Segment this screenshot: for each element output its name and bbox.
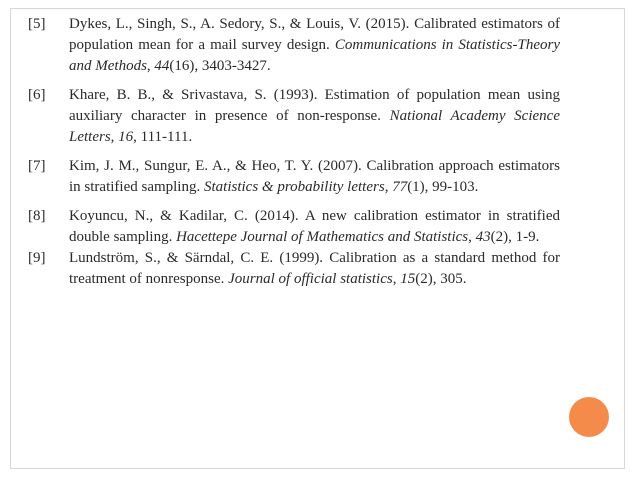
reference-item (28, 206, 560, 248)
reference-sep: , (384, 179, 389, 195)
reference-authors: Dykes, L., Singh, S., A. Sedory, S., & Louis, V. (2015). Calibrated estimators of population mean for a mail survey design. (69, 16, 560, 53)
reference-item (28, 248, 560, 290)
reference-text (69, 248, 560, 290)
reference-pages: , 111-111. (133, 129, 193, 145)
reference-pages: (2), 305. (415, 271, 467, 287)
orange-circle-decoration (569, 397, 609, 437)
reference-pages: (16), 3403-3427. (169, 58, 271, 74)
reference-journal: Hacettepe Journal of Mathematics and Statistics (176, 229, 469, 245)
reference-number: [7] (28, 158, 46, 174)
reference-journal: Communications in Statistics-Theory and Methods (69, 37, 560, 74)
reference-text (69, 85, 560, 148)
reference-text (69, 206, 560, 248)
reference-number: [5] (28, 16, 46, 32)
reference-volume: 44 (154, 58, 170, 74)
reference-authors: Koyuncu, N., & Kadilar, C. (2014). A new calibration estimator in stratified double sampling. (69, 208, 560, 245)
reference-volume: 16 (118, 129, 134, 145)
reference-volume: 77 (392, 179, 408, 195)
reference-pages: (1), 99-103. (407, 179, 479, 195)
reference-text (69, 14, 560, 77)
reference-sep: , (468, 229, 472, 245)
reference-text (69, 156, 560, 198)
reference-authors: Lundström, S., & Särndal, C. E. (1999). Calibration as a standard method for treatment of nonresponse. (69, 250, 560, 287)
reference-sep: , (110, 129, 115, 145)
reference-sep: , (146, 58, 151, 74)
reference-item (28, 14, 560, 77)
reference-item (28, 85, 560, 148)
reference-pages: (2), 1-9. (490, 229, 540, 245)
reference-journal: National Academy Science Letters (69, 108, 560, 145)
reference-volume: 15 (400, 271, 416, 287)
reference-journal: Statistics & probability letters (203, 179, 385, 195)
reference-journal: Journal of official statistics (228, 271, 393, 287)
reference-item (28, 156, 560, 198)
reference-number: [6] (28, 87, 46, 103)
reference-sep: , (392, 271, 397, 287)
reference-volume: 43 (475, 229, 491, 245)
reference-number: [8] (28, 208, 46, 224)
reference-list (28, 14, 560, 298)
reference-number: [9] (28, 250, 46, 266)
reference-authors: Kim, J. M., Sungur, E. A., & Heo, T. Y. (2007). Calibration approach estimators in stratified sampling. (69, 158, 560, 195)
reference-authors: Khare, B. B., & Srivastava, S. (1993). Estimation of population mean using auxiliary character in presence of non-response. (69, 87, 560, 124)
